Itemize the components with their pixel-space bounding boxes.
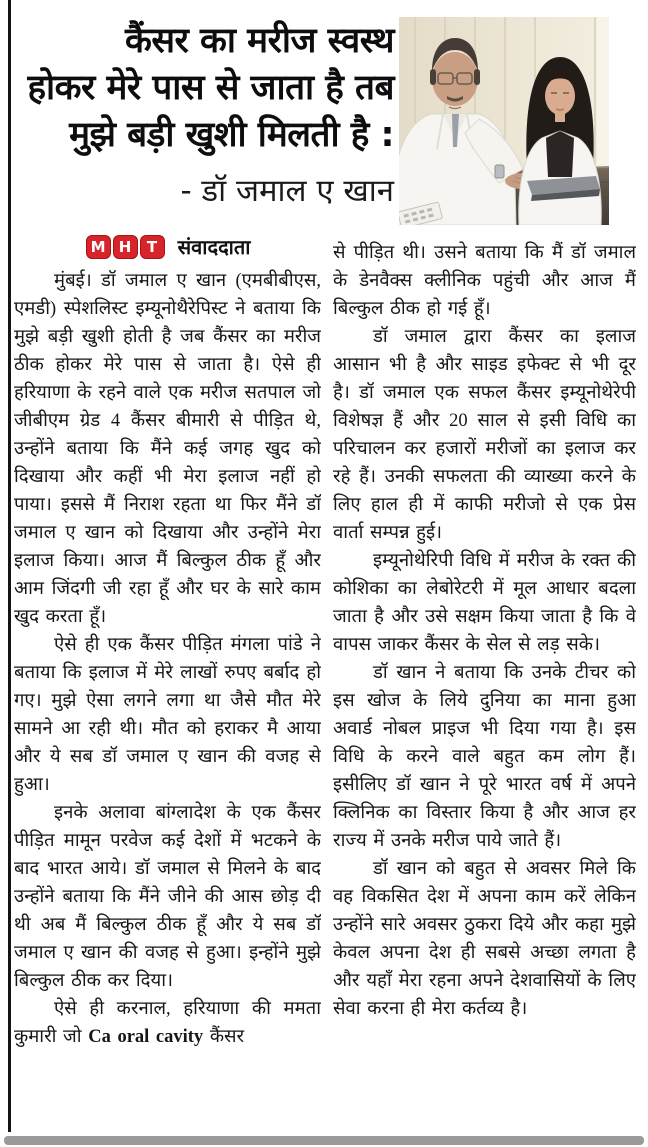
headline-attribution: - डॉ जमाल ए खान xyxy=(180,173,394,209)
headline-line: होकर मेरे पास से जाता है तब xyxy=(27,68,394,108)
latin-bold-term: Ca oral cavity xyxy=(88,1027,204,1047)
mht-logo-letter: H xyxy=(113,235,138,259)
wall-light-band xyxy=(597,17,609,173)
article-paragraph: मुंबई। डॉ जमाल ए खान (एमबीबीएस, एमडी) स्पेशलिस्ट इम्यूनोथैरेपिस्ट ने बताया कि मुझे बड़ी खुशी होती है जब कैंसर का मरीज ठीक होकर मेरे पास से जाता है। ऐसे ही हरियाणा के रहने वाले एक मरीज सतपाल जो जीबीएम ग्रेड 4 कैंसर बीमारी से पीड़ित थे, उन्होंने बताया कि मैंने कई जगह खुद को दिखाया और कहीं भी मेरा इलाज नहीं हो पाया। इससे मैं निराश रहता था फिर मैंने डॉ जमाल ए खान को दिखाया और उन्होंने मेरा इलाज किया। आज मैं बिल्कुल ठीक हूँ और आम जिंदगी जी रहा हूँ और घर के सारे काम खुद करता हूँ। xyxy=(14,271,321,627)
article-column-right xyxy=(333,239,636,1140)
article-paragraph: डॉ खान को बहुत से अवसर मिले कि वह विकसित देश में अपना काम करें लेकिन उन्होंने सारे अवसर ठुकरा दिये और कहा मुझे केवल अपना देश ही सबसे अच्छा लगता है और यहाँ मेरा रहना अपने देशवासियों के लिए सेवा करना ही मेरा कर्तव्य है। xyxy=(333,859,636,1019)
article-paragraph: ऐसे ही एक कैंसर पीड़ित मंगला पांडे ने बताया कि इलाज में मेरे लाखों रुपए बर्बाद हो गए। मुझे ऐसा लगने लगा था जैसे मौत मेरे सामने आ रही थी। मौत को हराकर मै आया और ये सब डॉ जमाल ए खान की वजह से हुआ। xyxy=(14,635,321,795)
article-paragraph: डॉ खान ने बताया कि उनके टीचर को इस खोज के लिये दुनिया का माना हुआ अवार्ड नोबल प्राइज भी दिया गया है। इस विधि के करने वाले बहुत कम लोग हैं। इसीलिए डॉ खान ने पूरे भारत वर्ष में अपने क्लिनिक का विस्तार किया है और आज हर राज्य में उनके मरीज पाये जाते हैं। xyxy=(333,663,636,851)
article-headline xyxy=(12,18,394,211)
reporter-byline xyxy=(14,233,321,259)
article-paragraph xyxy=(14,995,321,1051)
left-border-rule xyxy=(8,0,11,1132)
paragraph-text: कैंसर xyxy=(203,1027,245,1047)
article-column-left xyxy=(14,233,321,1134)
headline-line: मुझे बड़ी खुशी मिलती है : xyxy=(69,115,394,155)
mht-logo-letter: M xyxy=(86,235,111,259)
bottom-separator-bar xyxy=(4,1136,644,1145)
headline-line: कैंसर का मरीज स्वस्थ xyxy=(125,21,394,61)
article-paragraph: इनके अलावा बांग्लादेश के एक कैंसर पीड़ित मामून परवेज कई देशों में भटकने के बाद भारत आये। डॉ जमाल से मिलने के बाद उन्होंने बताया कि मैंने जीने की आस छोड़ दी थी अब मैं बिल्कुल ठीक हूँ और ये सब डॉ जमाल ए खान की वजह से हुआ। इन्होंने मुझे बिल्कुल ठीक कर दिया। xyxy=(14,803,321,991)
article-paragraph: इम्यूनोथेरिपी विधि में मरीज के रक्त की कोशिका का लेबोरेटरी में मूल आधार बदला जाता है और उसे सक्षम किया जाता है कि वे वापस जाकर कैंसर के सेल से लड़ सके। xyxy=(333,551,636,655)
article-paragraph: डॉ जमाल द्वारा कैंसर का इलाज आसान भी है और साइड इफेक्ट से भी दूर है। डॉ जमाल एक सफल कैंसर इम्यूनोथेरेपी विशेषज्ञ हैं और 20 साल से इसी विधि का परिचालन कर हजारों मरीजों का इलाज कर रहे हैं। उनकी सफलता की व्याख्या करने के लिए हाल ही में काफी मरीजो से एक प्रेस वार्ता सम्पन्न हुई। xyxy=(333,327,636,543)
doctors-photo-illustration xyxy=(399,17,609,225)
paragraph-text: ऐसे ही करनाल, हरियाणा की ममता कुमारी जो xyxy=(14,999,321,1047)
article-paragraph: से पीड़ित थी। उसने बताया कि मैं डॉ जमाल के डेनवैक्स क्लीनिक पहुंची और आज मैं बिल्कुल ठीक हो गई हूँ। xyxy=(333,243,636,319)
doctors-photo xyxy=(399,17,609,225)
mht-logo-letter: T xyxy=(140,235,165,259)
byline-label: संवाददाता xyxy=(177,237,251,259)
